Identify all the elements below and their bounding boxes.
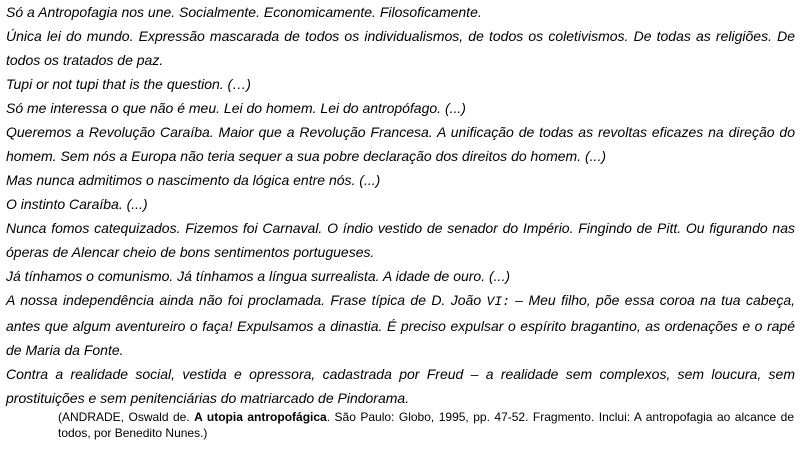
paragraph-revolucao: Queremos a Revolução Caraíba. Maior que a Revolução Francesa. A unificação de todas as revoltas eficazes na direção do homem. Sem nós a Europa não teria sequer a sua pobre declaração dos direitos do homem. (...) <box>6 124 795 164</box>
paragraph-unica-lei: Única lei do mundo. Expressão mascarada de todos os individualismos, de todos os coletivismos. De todas as religiões. De todos os tratados de paz. <box>6 28 795 68</box>
paragraph-comunismo: Já tínhamos o comunismo. Já tínhamos a língua surrealista. A idade de ouro. (...) <box>6 268 510 284</box>
paragraph-interessa: Só me interessa o que não é meu. Lei do homem. Lei do antropófago. (...) <box>6 100 466 116</box>
paragraph-instinto: O instinto Caraíba. (...) <box>6 196 148 212</box>
independencia-before: A nossa independência ainda não foi proclamada. Frase típica de D. João <box>6 292 487 308</box>
paragraph-tupi: Tupi or not tupi that is the question. (…) <box>6 76 251 92</box>
paragraph-independencia <box>6 288 795 362</box>
paragraph-catequizados: Nunca fomos catequizados. Fizemos foi Carnaval. O índio vestido de senador do Império. Fingindo de Pitt. Ou figurando nas óperas de Alencar cheio de bons sentimentos portugueses. <box>6 220 795 260</box>
citation-suffix: . São Paulo: Globo, 1995, pp. 47-52. Fragmento. Inclui: A antropofagia ao alcance de todos, por Benedito Nunes.) <box>58 410 794 440</box>
paragraph-antropofagia: Só a Antropofagia nos une. Socialmente. Economicamente. Filosoficamente. <box>6 4 482 20</box>
citation-prefix: (ANDRADE, Oswald de. <box>58 410 195 424</box>
citation <box>58 409 794 441</box>
independencia-after: – Meu filho, põe essa coroa na tua cabeça, antes que algum aventureiro o faça! Expulsamos a dinastia. É preciso expulsar o espírito bragantino, as ordenações e o rapé de Maria da Fonte. <box>6 292 796 358</box>
paragraph-logica: Mas nunca admitimos o nascimento da lógica entre nós. (...) <box>6 172 381 188</box>
manifesto-excerpt <box>6 0 795 410</box>
king-numeral: VI: <box>486 294 510 309</box>
paragraph-realidade-social: Contra a realidade social, vestida e opressora, cadastrada por Freud – a realidade sem complexos, sem loucura, sem prostituições e sem penitenciárias do matriarcado de Pindorama. <box>6 366 795 406</box>
citation-title: A utopia antropofágica <box>194 410 327 424</box>
